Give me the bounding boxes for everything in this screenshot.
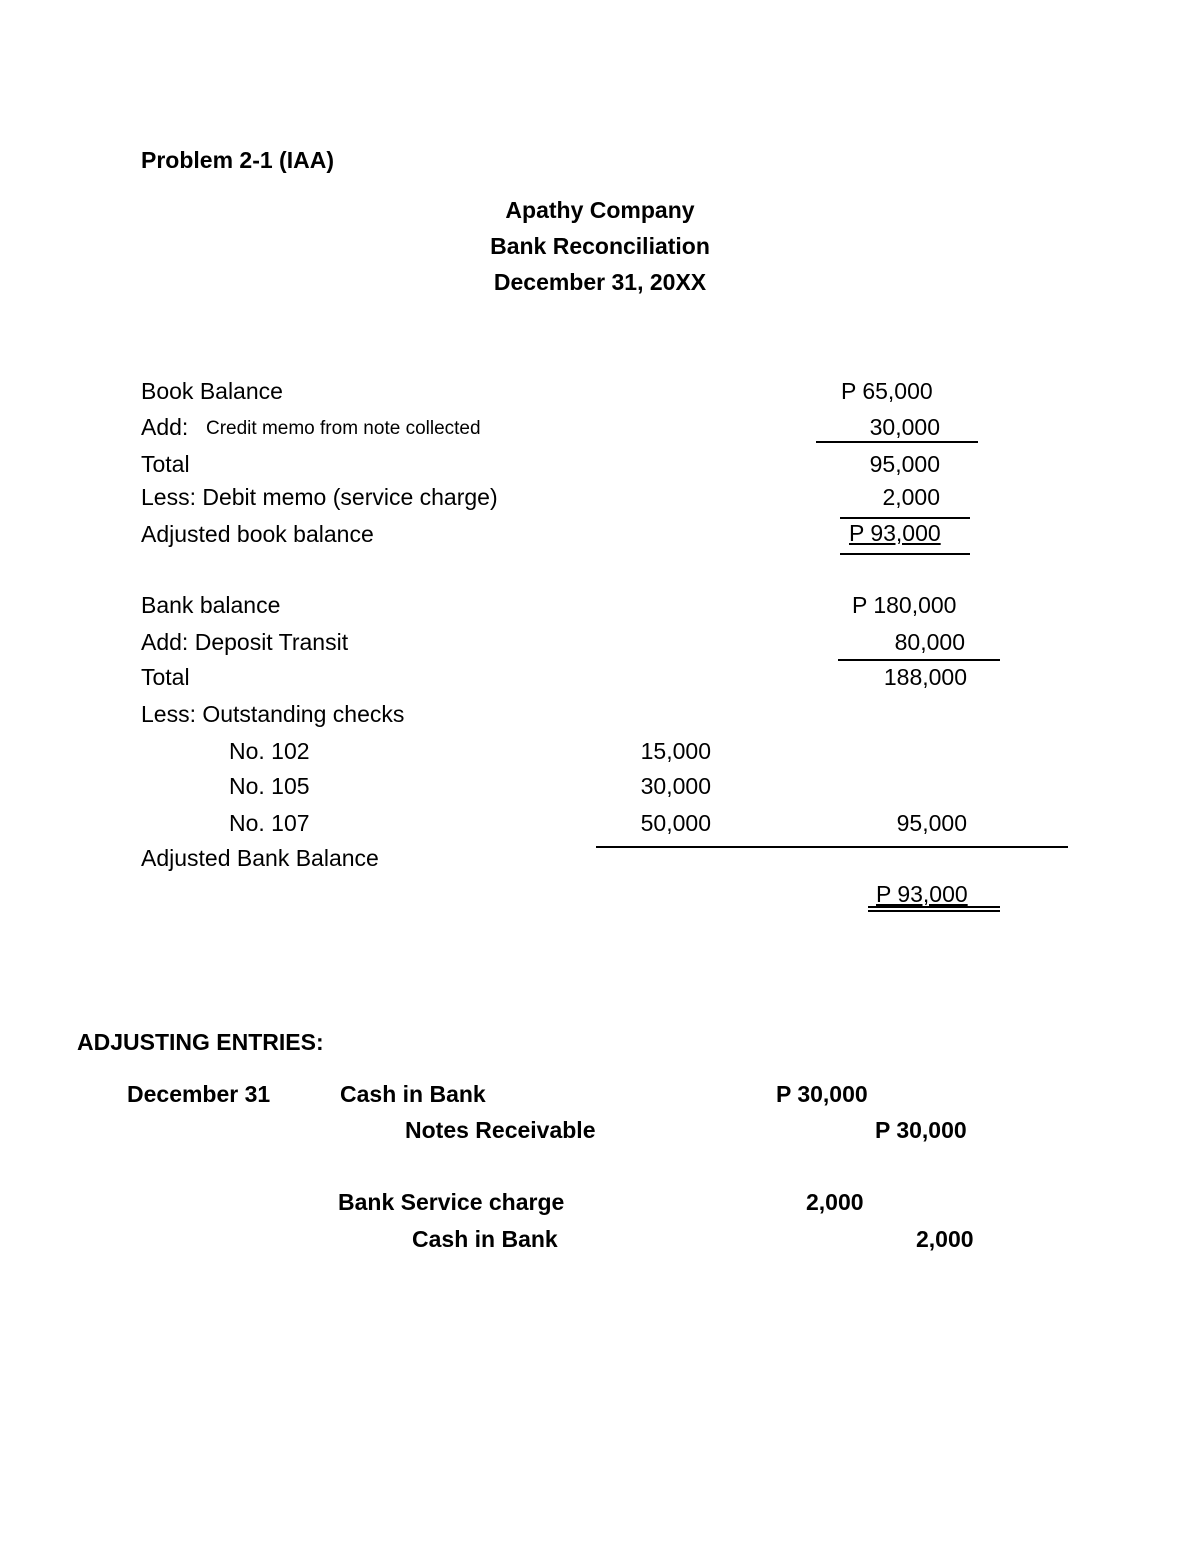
entry-credit-account: Notes Receivable (405, 1117, 596, 1143)
bank-add-value: 80,000 (894, 629, 965, 655)
book-balance-value: P 65,000 (841, 378, 933, 404)
book-add-prefix: Add: (141, 414, 189, 440)
adjusted-book-label: Adjusted book balance (141, 521, 374, 547)
check-number: No. 105 (229, 773, 310, 799)
book-add-value: 30,000 (869, 414, 940, 440)
bank-balance-value: P 180,000 (852, 592, 957, 618)
company-name: Apathy Company (505, 197, 695, 223)
entry-debit-amount: 2,000 (806, 1189, 864, 1215)
entry-date: December 31 (127, 1081, 271, 1107)
book-less-label: Less: Debit memo (service charge) (141, 484, 498, 510)
bank-less-label: Less: Outstanding checks (141, 701, 405, 727)
check-number: No. 102 (229, 738, 310, 764)
book-total-label: Total (141, 451, 190, 477)
book-balance-label: Book Balance (141, 378, 283, 404)
book-total-value: 95,000 (869, 451, 940, 477)
check-amount: 15,000 (640, 738, 711, 764)
book-less-value: 2,000 (882, 484, 940, 510)
statement-title: Bank Reconciliation (490, 233, 710, 259)
check-amount: 30,000 (640, 773, 711, 799)
adjusted-bank-double-underline (868, 906, 1000, 912)
checks-total-value: 95,000 (896, 810, 967, 836)
check-amount: 50,000 (640, 810, 711, 836)
entry-debit-amount: P 30,000 (776, 1081, 868, 1107)
check-number: No. 107 (229, 810, 310, 836)
entry-credit-amount: P 30,000 (875, 1117, 967, 1143)
adjusting-entries-heading: ADJUSTING ENTRIES: (77, 1029, 324, 1055)
problem-title: Problem 2-1 (IAA) (141, 147, 334, 173)
entry-credit-amount: 2,000 (916, 1226, 974, 1252)
bank-add-label: Add: Deposit Transit (141, 629, 349, 655)
statement-date: December 31, 20XX (493, 269, 707, 295)
adjusted-bank-value: P 93,000 (876, 881, 968, 907)
adjusted-book-underline (840, 553, 970, 555)
book-add-underline (816, 441, 978, 443)
bank-balance-label: Bank balance (141, 592, 281, 618)
entry-debit-account: Cash in Bank (340, 1081, 486, 1107)
adjusted-book-value: P 93,000 (849, 520, 941, 546)
entry-debit-account: Bank Service charge (338, 1189, 565, 1215)
entry-credit-account: Cash in Bank (412, 1226, 558, 1252)
bank-total-value: 188,000 (883, 664, 967, 690)
bank-add-underline (838, 659, 1000, 661)
bank-total-label: Total (141, 664, 190, 690)
adjusted-bank-label: Adjusted Bank Balance (141, 845, 379, 871)
book-add-label: Credit memo from note collected (206, 418, 481, 439)
checks-underline (596, 846, 1068, 848)
